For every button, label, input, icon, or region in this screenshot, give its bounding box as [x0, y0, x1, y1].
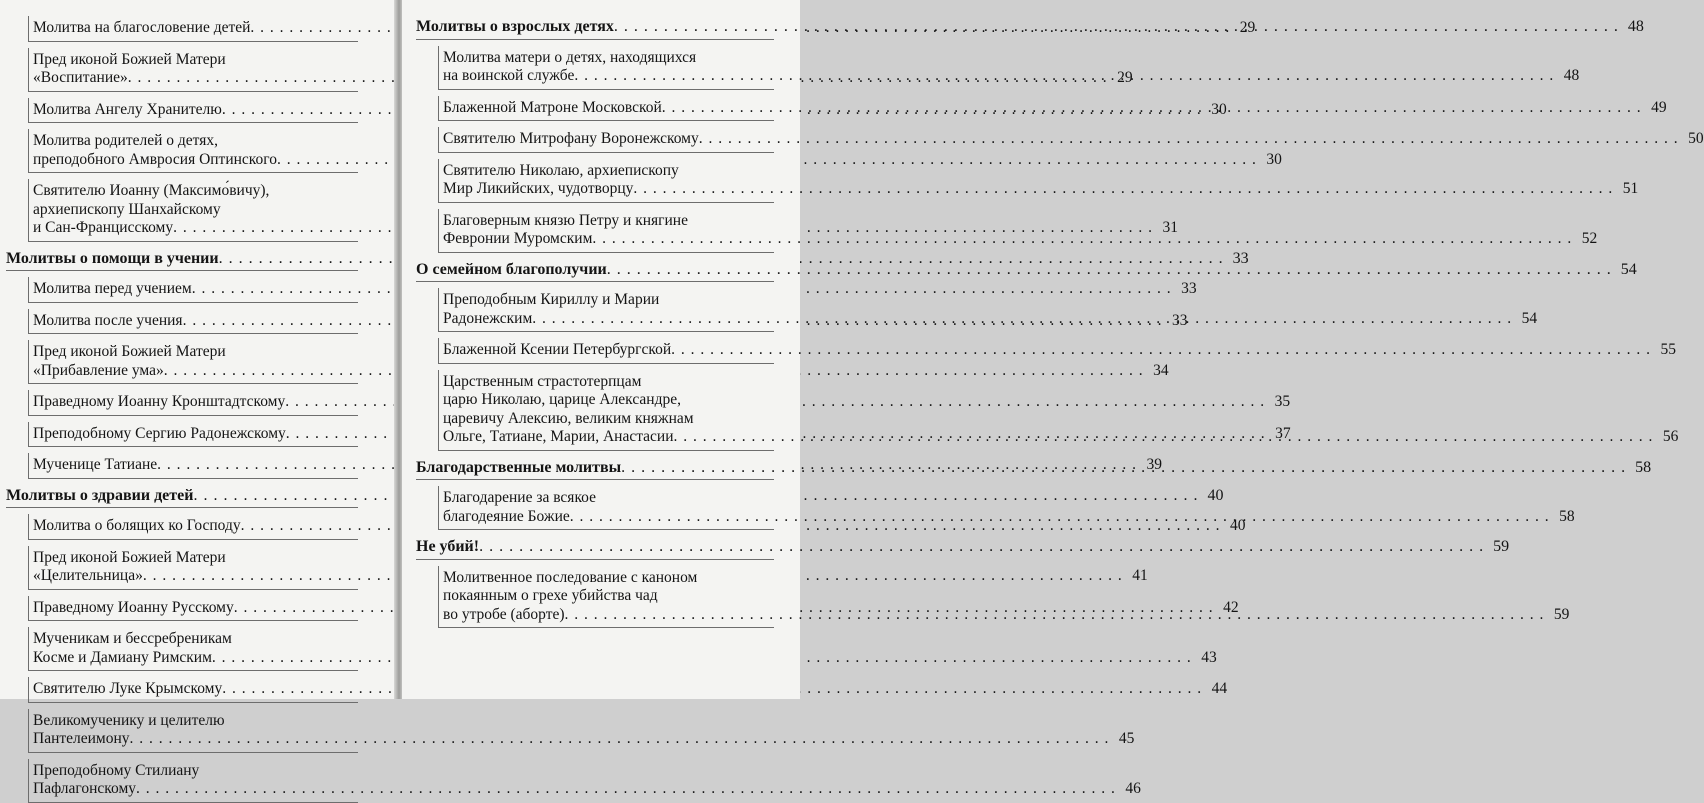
- toc-page-number: 34: [1153, 361, 1169, 379]
- toc-entry-line: [443, 569, 774, 588]
- entry-spacer: [6, 242, 358, 248]
- toc-entry-line: [33, 132, 358, 151]
- dot-leader: [532, 310, 1512, 329]
- dot-leader: [674, 428, 1654, 447]
- toc-entry-title: Великомученику и целителю: [33, 711, 225, 729]
- toc-entry-line: [33, 630, 358, 649]
- toc-entry-title: Преподобному Сергию Радонежскому: [33, 424, 286, 442]
- toc-entry: [28, 677, 1228, 703]
- toc-entry-line: [33, 680, 1228, 699]
- dot-leader: [570, 508, 1550, 527]
- toc-entry-title: благодеяние Божие: [443, 507, 570, 525]
- dot-leader: [621, 459, 1626, 478]
- toc-page-number: 51: [1622, 180, 1639, 197]
- toc-entry-line: [33, 712, 358, 731]
- toc-page-number: 52: [1581, 230, 1598, 247]
- toc-entry-title: преподобного Амвросия Оптинского: [33, 150, 278, 168]
- toc-entry-title: Молитвы о помощи в учении: [6, 249, 219, 267]
- toc-entry: [438, 127, 1704, 153]
- toc-page-number: 45: [1118, 730, 1135, 747]
- toc-page-number: 59: [1493, 538, 1510, 555]
- toc-entry-title: Мученице Татиане: [33, 456, 158, 473]
- toc-entry-line: [443, 162, 774, 181]
- toc-entry-title: «Целительница»: [33, 567, 143, 584]
- toc-page-number: 46: [1125, 780, 1141, 797]
- toc-entry-line: [33, 280, 1197, 299]
- toc-page-number: 41: [1132, 567, 1148, 584]
- toc-entry-title: Молитва перед учением: [33, 280, 192, 297]
- toc-page-number: 29: [1117, 69, 1133, 86]
- toc-section-heading: [416, 538, 1510, 560]
- toc-entry-line: [33, 549, 358, 568]
- toc-entry-line: [33, 780, 1141, 799]
- toc-page-number: 58: [1635, 458, 1652, 476]
- toc-page-number: 44: [1211, 680, 1228, 697]
- toc-entry-title: Преподобным Кириллу и Марии: [443, 291, 660, 308]
- toc-entry-title: Февронии Муромским: [443, 230, 593, 247]
- toc-entry: [28, 759, 1141, 803]
- toc-entry-title: Молитва на благословение детей: [33, 19, 251, 36]
- dot-leader: [662, 99, 1642, 118]
- toc-entry-title: Молитва матери о детях, находящихся: [443, 48, 697, 66]
- toc-page-number: 29: [1239, 19, 1256, 36]
- toc-entry-line: [33, 762, 358, 781]
- entry-spacer: [416, 253, 774, 259]
- toc-entry-title: «Воспитание»: [33, 69, 128, 86]
- entry-spacer: [416, 451, 774, 457]
- toc-entry-line: [443, 212, 774, 231]
- toc-entry-line: [443, 373, 774, 392]
- toc-entry-title: Преподобному Стилиану: [33, 761, 200, 779]
- toc-entry-title: Благодарение за всякое: [443, 489, 597, 506]
- toc-page-number: 39: [1146, 456, 1163, 473]
- toc-entry-line: [33, 517, 1246, 536]
- toc-entry-title: царевичу Алексию, великим княжнам: [443, 409, 694, 427]
- toc-entry-title: Молитва Ангелу Хранителю: [33, 100, 222, 118]
- entry-spacer: [6, 479, 358, 485]
- toc-entry-line: [33, 201, 358, 220]
- toc-page-number: 43: [1201, 648, 1217, 666]
- toc-entry-line: [443, 230, 1598, 249]
- entry-spacer: [416, 530, 774, 536]
- toc-page-number: 48: [1627, 18, 1644, 35]
- dot-leader: [130, 730, 1110, 749]
- toc-entry-line: [443, 341, 1677, 360]
- toc-entry-title: и Сан-Францисскому: [33, 219, 174, 236]
- toc-page-number: 37: [1275, 424, 1291, 442]
- toc-entry-line: [443, 291, 774, 310]
- dot-leader: [671, 341, 1651, 360]
- toc-entry-title: Святителю Луке Крымскому: [33, 680, 223, 697]
- toc-entry-title: Благодарственные молитвы: [416, 458, 622, 476]
- toc-entry-title: «Прибавление ума»: [33, 361, 164, 379]
- toc-page-number: 56: [1662, 428, 1679, 445]
- dot-leader: [479, 538, 1484, 557]
- dot-leader: [614, 18, 1619, 37]
- toc-entry-line: [443, 489, 774, 508]
- dot-leader: [633, 180, 1613, 199]
- toc-entry-title: Мученикам и бессребреникам: [33, 630, 232, 647]
- toc-entry: [438, 338, 1677, 364]
- toc-page-number: 40: [1207, 486, 1224, 504]
- toc-entry-title: Молитва о болящих ко Господу: [33, 517, 241, 534]
- toc-entry-line: [416, 260, 1637, 280]
- toc-page-number: 33: [1181, 280, 1197, 297]
- toc-entry-title: Космe и Дамиану Римским: [33, 648, 212, 666]
- toc-entry-title: Святителю Иоанну (Максимо́вичу),: [33, 182, 270, 199]
- toc-entry-title: Пред иконой Божией Матери: [33, 343, 226, 360]
- dot-leader: [592, 230, 1572, 249]
- toc-entry-title: Мир Ликийских, чудотворцу: [443, 180, 634, 197]
- toc-entry-line: [33, 648, 1217, 668]
- toc-entry-line: [443, 130, 1704, 149]
- toc-page-number: 54: [1620, 260, 1637, 278]
- toc-entry-line: [33, 730, 1135, 749]
- toc-entry-title: архиепископу Шанхайскому: [33, 200, 221, 218]
- dot-leader: [699, 130, 1679, 149]
- dot-leader: [565, 606, 1545, 625]
- toc-page-number: 55: [1660, 341, 1677, 358]
- toc-page-number: 35: [1274, 393, 1291, 410]
- toc-entry-title: Пафлагонскому: [33, 780, 136, 797]
- toc-entry-title: О семейном благополучии: [416, 260, 607, 278]
- toc-entry: [28, 627, 1217, 671]
- toc-entry-title: Блаженной Матроне Московской: [443, 98, 662, 116]
- toc-page-number: 58: [1559, 507, 1575, 525]
- toc-entry-title: Молитвы о здравии детей: [6, 486, 194, 504]
- toc-entry-line: [33, 343, 358, 362]
- toc-page-number: 31: [1162, 219, 1178, 236]
- toc-entry-title: Святителю Митрофану Воронежскому: [443, 130, 699, 147]
- toc-page-number: 54: [1521, 309, 1538, 327]
- toc-entry-title: Молитва родителей о детях,: [33, 132, 219, 149]
- dot-leader: [574, 67, 1554, 86]
- dot-leader: [136, 780, 1116, 799]
- toc-entry-title: во утробе (аборте): [443, 605, 565, 623]
- toc-entry-title: Святителю Николаю, архиепископу: [443, 161, 679, 179]
- toc-page-number: 49: [1651, 98, 1667, 116]
- toc-page-number: 33: [1171, 311, 1188, 329]
- toc-page-number: 30: [1266, 150, 1282, 168]
- toc-entry-line: [443, 49, 774, 68]
- toc-entry-title: Благоверным князю Петру и княгине: [443, 211, 688, 229]
- toc-entry-title: покаянным о грехе убийства чад: [443, 587, 658, 604]
- toc-entry: [28, 709, 1135, 753]
- toc-entry-title: царю Николаю, царице Александре,: [443, 391, 681, 408]
- toc-page-number: 40: [1229, 517, 1246, 534]
- toc-page-number: 59: [1553, 605, 1570, 623]
- toc-entry-title: Пред иконой Божией Матери: [33, 50, 226, 68]
- toc-entry-title: Молитвы о взрослых детях: [416, 18, 614, 35]
- toc-entry-line: [33, 182, 358, 201]
- toc-page-number: 42: [1223, 598, 1239, 616]
- toc-page-number: 33: [1232, 249, 1249, 267]
- toc-entry-title: Царственным страстотерпцам: [443, 372, 642, 390]
- toc-page-number: 48: [1563, 67, 1580, 84]
- toc-entry-title: Радонежским: [443, 309, 533, 327]
- toc-section-heading: [416, 260, 1637, 283]
- toc-entry-title: Молитва после учения: [33, 311, 183, 329]
- toc-entry-title: Пантелеимону: [33, 730, 130, 747]
- toc-entry-title: Ольге, Татиане, Марии, Анастасии: [443, 428, 674, 445]
- toc-entry-line: [443, 391, 774, 410]
- toc-entry-title: Праведному Иоанну Кронштадтскому: [33, 393, 286, 410]
- toc-entry-line: [416, 538, 1510, 557]
- toc-entry-title: Праведному Иоанну Русскому: [33, 598, 234, 616]
- dot-leader: [607, 261, 1612, 280]
- toc-entry-title: на воинской службе: [443, 67, 575, 84]
- toc-entry-line: [33, 51, 358, 70]
- toc-entry-title: Молитвенное последование с каноном: [443, 568, 698, 586]
- toc-entry-title: Не убий!: [416, 538, 480, 555]
- toc-page-number: 50: [1688, 130, 1704, 147]
- toc-entry-line: [443, 587, 774, 606]
- toc-entry-title: Пред иконой Божией Матери: [33, 548, 226, 566]
- toc-entry-title: Блаженной Ксении Петербургской: [443, 341, 672, 358]
- toc-entry-line: [443, 180, 1639, 199]
- toc-entry-line: [443, 410, 774, 429]
- toc-page-number: 30: [1211, 100, 1227, 118]
